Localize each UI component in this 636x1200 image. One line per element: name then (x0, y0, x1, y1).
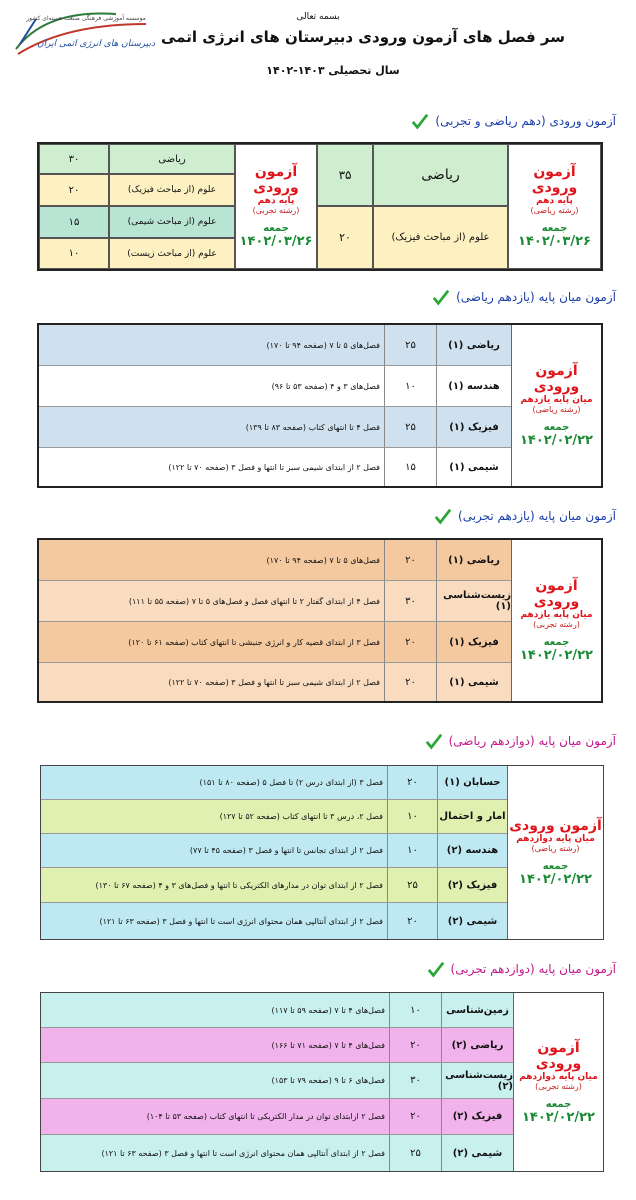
count-cell: ۱۰ (387, 800, 437, 833)
subject-cell: فیزیک (۱) (436, 407, 511, 447)
table-10th-entrance (37, 142, 603, 271)
subject-cell: ریاضی (۱) (436, 325, 511, 365)
table-row (39, 540, 511, 581)
subject-cell: ریاضی (۲) (441, 1028, 513, 1062)
syllabus-cell: فصل‌های ۶ تا ۹ (صفحه ۷۹ تا ۱۵۳) (271, 1076, 385, 1085)
table-row (39, 663, 511, 701)
syllabus-cell: فصل ۲ از ابتدای شیمی سبز تا انتها و فصل ۳ (صفحه ۷۰ تا ۱۲۲) (168, 462, 380, 472)
subject-cell: فیزیک (۱) (436, 622, 511, 662)
subject-cell: علوم (از مباحث شیمی) (109, 206, 235, 238)
section-title-11th-bio: آزمون میان پایه (یازدهم تجربی) (434, 507, 616, 525)
count-cell: ۲۰ (387, 903, 437, 939)
subject-cell: علوم (از مباحث زیست) (109, 238, 235, 269)
exam-info: آزمون ورودی میان پایه دوازدهم (رشته ریاضی) جمعه ۱۴۰۲/۰۲/۲۲ (507, 766, 603, 939)
exam-info-math-10: آزمون ورودی پایه دهم (رشته ریاضی) جمعه ۱۴۰۲/۰۳/۲۶ (508, 144, 601, 269)
academic-year: سال تحصیلی ۱۴۰۳-۱۴۰۲ (266, 64, 400, 77)
subject-cell: ریاضی (373, 144, 508, 206)
syllabus-cell: فصل ۳ (از ابتدای درس ۲) تا فصل ۵ (صفحه ۸۰ تا ۱۵۱) (199, 778, 383, 787)
subject-cell: زمین‌شناسی (441, 993, 513, 1027)
subject-cell: شیمی (۱) (436, 663, 511, 701)
subject-cell: فیزیک (۲) (441, 1099, 513, 1134)
count-cell: ۲۰ (384, 540, 436, 580)
subject-cell: امار و احتمال (437, 800, 507, 833)
table-12th-math (40, 765, 604, 940)
count-cell: ۲۰ (389, 1028, 441, 1062)
syllabus-cell: فصل‌های ۵ تا ۷ (صفحه ۹۴ تا ۱۷۰) (266, 555, 380, 565)
count-cell: ۲۰ (384, 663, 436, 701)
count-cell: ۱۰ (384, 366, 436, 406)
subject-cell: شیمی (۲) (437, 903, 507, 939)
bismillah-text: بسمه تعالی (296, 12, 340, 22)
table-row (41, 834, 507, 868)
checkmark-icon (427, 960, 445, 978)
section-title-12th-math: آزمون میان پایه (دوازدهم ریاضی) (425, 732, 616, 750)
exam-info: آزمون ورودی میان پایه یازدهم (رشته ریاضی) جمعه ۱۴۰۲/۰۲/۲۲ (511, 325, 601, 486)
page-header (0, 0, 636, 95)
count-cell: ۱۰ (389, 993, 441, 1027)
table-row (39, 448, 511, 486)
subject-cell: حسابان (۱) (437, 766, 507, 799)
syllabus-cell: فصل ۲ ازابتدای توان در مدار الکتریکی تا انتهای کتاب (صفحه ۵۳ تا ۱۰۴) (146, 1112, 385, 1121)
syllabus-cell: فصل ۲ از ابتدای توان در مدارهای الکتریکی تا انتها و فصل‌های ۳ و ۴ (صفحه ۶۷ تا ۱۳۰) (95, 880, 383, 890)
syllabus-cell: فصل ۲ از ابتدای آنتالپی همان محتوای انرژی است تا انتها و فصل ۳ (صفحه ۶۳ تا ۱۲۱) (99, 916, 383, 926)
syllabus-cell: فصل ۲، درس ۳ تا انتهای کتاب (صفحه ۵۲ تا ۱۲۷) (219, 812, 383, 821)
count-cell: ۱۵ (384, 448, 436, 486)
count-cell: ۲۰ (39, 174, 109, 206)
subject-cell: ریاضی (109, 144, 235, 174)
page-title: سر فصل های آزمون ورودی دبیرستان های انرژی اتمی (161, 28, 565, 46)
table-11th-bio (37, 538, 603, 703)
count-cell: ۲۵ (384, 325, 436, 365)
table-row (41, 1099, 513, 1135)
section-title-11th-math: آزمون میان پایه (یازدهم ریاضی) (432, 288, 616, 306)
syllabus-cell: فصل‌های ۳ و ۴ (صفحه ۵۳ تا ۹۶) (271, 381, 380, 391)
syllabus-cell: فصل ۳ از ابتدای قضیه کار و انرژی جنبشی تا انتهای کتاب (صفحه ۶۱ تا ۱۲۰) (128, 637, 380, 647)
syllabus-cell: فصل‌های ۵ تا ۷ (صفحه ۹۴ تا ۱۷۰) (266, 340, 380, 350)
exam-info: آزمون ورودی میان پایه دوازدهم (رشته تجربی) جمعه ۱۴۰۲/۰۲/۲۲ (513, 993, 603, 1171)
syllabus-cell: فصل ۲ از ابتدای تجانس تا انتها و فصل ۳ (صفحه ۴۵ تا ۷۷) (189, 846, 383, 855)
count-cell: ۲۰ (317, 206, 373, 269)
subject-cell: هندسه (۲) (437, 834, 507, 867)
subject-cell: هندسه (۱) (436, 366, 511, 406)
table-row (39, 622, 511, 663)
count-cell: ۳۰ (39, 144, 109, 174)
subject-cell: زیست‌شناسی (۲) (441, 1063, 513, 1098)
table-12th-bio (40, 992, 604, 1172)
table-row (41, 1063, 513, 1099)
subject-cell: شیمی (۲) (441, 1135, 513, 1171)
count-cell: ۲۵ (384, 407, 436, 447)
subject-cell: زیست‌شناسی (۱) (436, 581, 511, 621)
syllabus-cell: فصل ۲ از ابتدای آنتالپی همان محتوای انرژی است تا انتها و فصل ۳ (صفحه ۶۳ تا ۱۲۱) (101, 1148, 385, 1158)
table-row (41, 1135, 513, 1171)
checkmark-icon (411, 112, 429, 130)
syllabus-cell: فصل ۴ از ابتدای گفتار ۲ تا انتهای فصل و فصل‌های ۵ تا ۷ (صفحه ۵۵ تا ۱۱۱) (128, 596, 380, 606)
count-cell: ۲۰ (387, 766, 437, 799)
table-row (41, 800, 507, 834)
table-row (39, 366, 511, 407)
svg-text:موسسه آموزشی فرهنگی صنعت هسته‌: موسسه آموزشی فرهنگی صنعت هسته‌ای کشور (26, 15, 146, 22)
checkmark-icon (425, 732, 443, 750)
subject-cell: فیزیک (۲) (437, 868, 507, 902)
count-cell: ۱۰ (39, 238, 109, 269)
count-cell: ۲۰ (384, 622, 436, 662)
count-cell: ۳۰ (384, 581, 436, 621)
count-cell: ۲۵ (389, 1135, 441, 1171)
checkmark-icon (434, 507, 452, 525)
subject-cell: شیمی (۱) (436, 448, 511, 486)
checkmark-icon (432, 288, 450, 306)
svg-text:دبیرستان های انرژی اتمی ایران: دبیرستان های انرژی اتمی ایران (37, 39, 155, 49)
syllabus-cell: فصل‌های ۴ تا ۷ (صفحه ۵۹ تا ۱۱۷) (271, 1005, 385, 1015)
section-title-10th: آزمون ورودی (دهم ریاضی و تجربی) (411, 112, 616, 130)
exam-info: آزمون ورودی میان پایه یازدهم (رشته تجربی) جمعه ۱۴۰۲/۰۲/۲۲ (511, 540, 601, 701)
subject-cell: ریاضی (۱) (436, 540, 511, 580)
table-row (41, 766, 507, 800)
table-row (39, 581, 511, 622)
count-cell: ۲۰ (389, 1099, 441, 1134)
count-cell: ۳۰ (389, 1063, 441, 1098)
table-row (41, 903, 507, 939)
syllabus-cell: فصل‌های ۴ تا ۷ (صفحه ۷۱ تا ۱۶۶) (271, 1040, 385, 1050)
table-row (41, 1028, 513, 1063)
count-cell: ۳۵ (317, 144, 373, 206)
syllabus-cell: فصل ۲ از ابتدای شیمی سبز تا انتها و فصل ۳ (صفحه ۷۰ تا ۱۲۲) (168, 677, 380, 687)
count-cell: ۲۵ (387, 868, 437, 902)
table-row (39, 407, 511, 448)
table-row (41, 993, 513, 1028)
subject-cell: علوم (از مباحث فیزیک) (109, 174, 235, 206)
table-11th-math (37, 323, 603, 488)
section-title-12th-bio: آزمون میان پایه (دوازدهم تجربی) (427, 960, 616, 978)
subject-cell: علوم (از مباحث فیزیک) (373, 206, 508, 269)
count-cell: ۱۰ (387, 834, 437, 867)
table-row (41, 868, 507, 903)
count-cell: ۱۵ (39, 206, 109, 238)
syllabus-cell: فصل ۴ تا انتهای کتاب (صفحه ۸۳ تا ۱۳۹) (245, 422, 380, 432)
table-row (39, 325, 511, 366)
exam-info-bio-10: آزمون ورودی پایه دهم (رشته تجربی) جمعه ۱۴۰۲/۰۳/۲۶ (235, 144, 317, 269)
